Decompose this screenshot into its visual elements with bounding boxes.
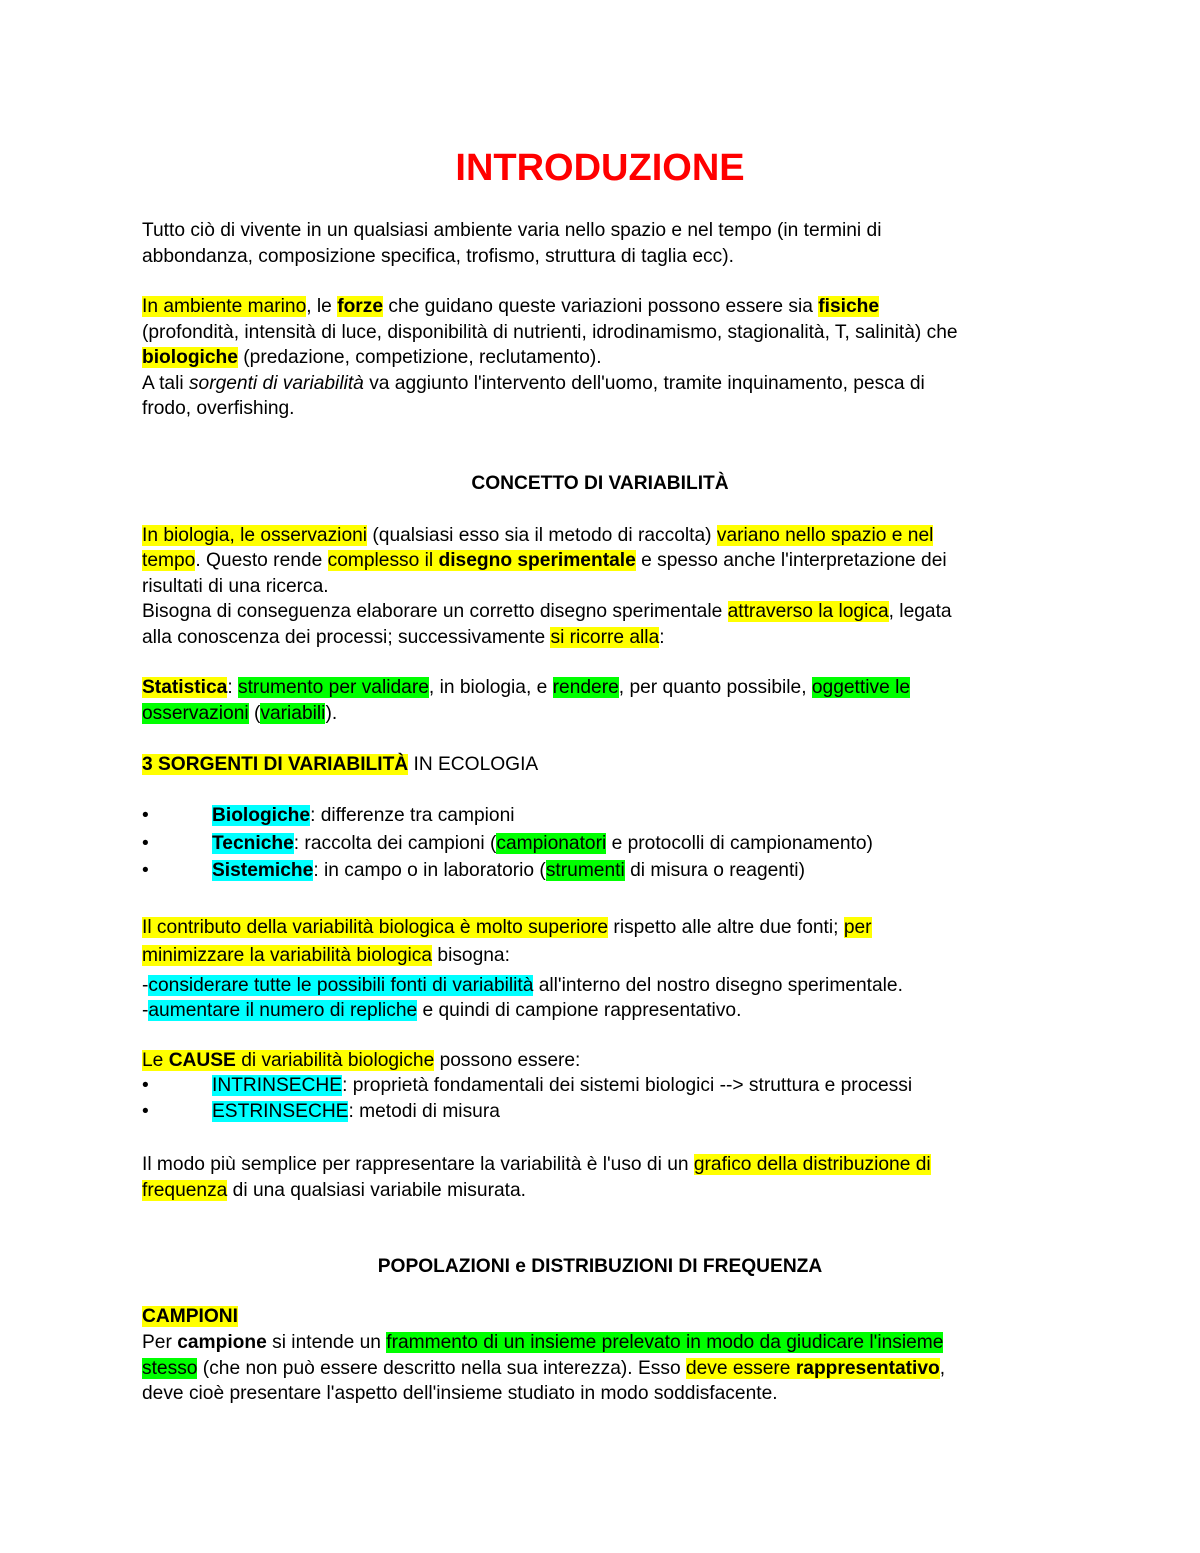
text-run: di una qualsiasi variabile misurata. <box>227 1180 526 1201</box>
text-run: , per quanto possibile, <box>618 677 812 698</box>
highlight-green: strumento per validare <box>238 677 429 698</box>
highlight-yellow: per <box>843 917 872 938</box>
text-run: bisogna: <box>432 945 510 966</box>
intro-line <box>142 345 1072 371</box>
highlight-cyan-bold: Tecniche <box>212 833 294 854</box>
highlight-green: frammento di un insieme prelevato in modo da giudicare l'insieme <box>386 1332 944 1353</box>
text-run: : <box>227 677 238 698</box>
highlight-yellow-bold: CAMPIONI <box>142 1306 238 1327</box>
concetto-line <box>142 625 1072 651</box>
highlight-cyan-bold: Biologiche <box>212 805 311 826</box>
bullet-icon: • <box>142 805 149 826</box>
text-run: risultati di una ricerca. <box>142 576 329 597</box>
highlight-yellow-bold: fisiche <box>818 296 880 317</box>
highlight-yellow: complesso il <box>327 550 439 571</box>
sorgenti-heading <box>142 752 1072 778</box>
intro-line <box>142 294 1072 320</box>
highlight-yellow: variano nello spazio e nel <box>716 525 934 546</box>
text-run: : <box>659 627 665 648</box>
highlight-yellow: In ambiente marino <box>142 296 307 317</box>
highlight-yellow: di variabilità biologiche <box>235 1050 435 1071</box>
highlight-green: oggettive le <box>811 677 911 698</box>
popolazioni-line <box>142 1356 1072 1382</box>
text-run: : raccolta dei campioni ( <box>293 833 497 854</box>
text-run: all'interno del nostro disegno sperimentale. <box>533 975 903 996</box>
section-heading: CONCETTO DI VARIABILITÀ <box>471 473 729 494</box>
contributo-line <box>142 915 1072 941</box>
highlight-green: osservazioni <box>142 703 249 724</box>
grafico-line <box>142 1178 1072 1204</box>
bullet-icon: • <box>142 833 149 854</box>
concetto-line <box>142 548 1072 574</box>
highlight-green: variabili <box>260 703 326 724</box>
contributo-line <box>142 973 1072 999</box>
text-run: e spesso anche l'interpretazione dei <box>635 550 947 571</box>
document-title: INTRODUZIONE <box>455 147 745 189</box>
contributo-line <box>142 943 1072 969</box>
text-run: (qualsiasi esso sia il metodo di raccolta) <box>367 525 717 546</box>
highlight-green: campionatori <box>496 833 607 854</box>
highlight-yellow: deve essere <box>685 1358 796 1379</box>
highlight-cyan: aumentare il numero di repliche <box>148 1000 418 1021</box>
highlight-yellow: attraverso la logica <box>727 601 889 622</box>
text-run: possono essere: <box>434 1050 581 1071</box>
text-run: (profondità, intensità di luce, disponibilità di nutrienti, idrodinamismo, stagionalità, T, salinità) che <box>142 322 958 343</box>
highlight-yellow: si ricorre alla <box>550 627 660 648</box>
highlight-green: strumenti <box>545 860 625 881</box>
concetto-line <box>142 574 1072 600</box>
highlight-cyan: considerare tutte le possibili fonti di variabilità <box>148 975 534 996</box>
concetto-line <box>142 599 1072 625</box>
highlight-yellow: In biologia, le osservazioni <box>142 525 368 546</box>
bold-run: campione <box>177 1332 267 1353</box>
bullet-icon: • <box>142 1075 149 1096</box>
text-run: : differenze tra campioni <box>310 805 515 826</box>
italic-run: sorgenti di variabilità <box>188 373 364 394</box>
text-run: . Questo rende <box>195 550 328 571</box>
highlight-cyan: ESTRINSECHE <box>212 1101 349 1122</box>
highlight-yellow: minimizzare la variabilità biologica <box>142 945 433 966</box>
text-run: frodo, overfishing. <box>142 398 295 419</box>
text-run: - <box>142 975 149 996</box>
contributo-line <box>142 998 1072 1024</box>
text-run: : metodi di misura <box>348 1101 500 1122</box>
grafico-line <box>142 1152 1072 1178</box>
text-run: Tutto ciò di vivente in un qualsiasi ambiente varia nello spazio e nel tempo (in termini di <box>142 220 882 241</box>
highlight-yellow-bold: disegno sperimentale <box>438 550 636 571</box>
text-run: IN ECOLOGIA <box>408 754 539 775</box>
highlight-yellow-bold: 3 SORGENTI DI VARIABILITÀ <box>142 754 409 775</box>
highlight-green: stesso <box>142 1358 198 1379</box>
highlight-yellow: frequenza <box>142 1180 228 1201</box>
text-run: alla conoscenza dei processi; successivamente <box>142 627 551 648</box>
text-run: di misura o reagenti) <box>624 860 805 881</box>
intro-line <box>142 244 1072 270</box>
text-run: Bisogna di conseguenza elaborare un corretto disegno sperimentale <box>142 601 728 622</box>
text-run: , in biologia, e <box>428 677 553 698</box>
text-run: che guidano queste variazioni possono essere sia <box>383 296 819 317</box>
intro-line <box>142 371 1072 397</box>
text-run: rispetto alle altre due fonti; <box>608 917 844 938</box>
highlight-yellow: tempo <box>142 550 196 571</box>
text-run: , <box>939 1358 946 1379</box>
intro-line <box>142 320 1072 346</box>
bullet-icon: • <box>142 860 149 881</box>
highlight-yellow-bold: CAUSE <box>168 1050 236 1071</box>
text-run: ). <box>325 703 338 724</box>
text-run: ( <box>248 703 261 724</box>
highlight-green: rendere <box>552 677 619 698</box>
subsection-heading <box>142 1304 1072 1330</box>
bullet-icon: • <box>142 1101 149 1122</box>
highlight-yellow: Le <box>142 1050 169 1071</box>
section-heading: POPOLAZIONI e DISTRIBUZIONI DI FREQUENZA <box>377 1256 823 1277</box>
text-run: e protocolli di campionamento) <box>606 833 873 854</box>
text-run: (predazione, competizione, reclutamento). <box>237 347 602 368</box>
text-run: si intende un <box>266 1332 387 1353</box>
statistica-line <box>142 701 1072 727</box>
highlight-yellow-bold: forze <box>337 296 384 317</box>
text-run: deve cioè presentare l'aspetto dell'insieme studiato in modo soddisfacente. <box>142 1383 778 1404</box>
text-run: abbondanza, composizione specifica, trofismo, struttura di taglia ecc). <box>142 246 734 267</box>
text-run: : proprietà fondamentali dei sistemi biologici --> struttura e processi <box>342 1075 913 1096</box>
text-run: va aggiunto l'intervento dell'uomo, tramite inquinamento, pesca di <box>363 373 925 394</box>
highlight-yellow: grafico della distribuzione di <box>693 1154 931 1175</box>
popolazioni-line <box>142 1330 1072 1356</box>
concetto-line <box>142 523 1072 549</box>
text-run: : in campo o in laboratorio ( <box>313 860 546 881</box>
text-run: (che non può essere descritto nella sua interezza). Esso <box>197 1358 686 1379</box>
text-run: , le <box>306 296 338 317</box>
text-run: Per <box>142 1332 178 1353</box>
text-run: - <box>142 1000 149 1021</box>
statistica-line <box>142 675 1072 701</box>
highlight-cyan: INTRINSECHE <box>212 1075 343 1096</box>
intro-line <box>142 218 1072 244</box>
highlight-yellow-bold: Statistica <box>142 677 228 698</box>
text-run: , legata <box>888 601 952 622</box>
text-run: Il modo più semplice per rappresentare la variabilità è l'uso di un <box>142 1154 694 1175</box>
highlight-yellow-bold: rappresentativo <box>795 1358 940 1379</box>
text-run: e quindi di campione rappresentativo. <box>417 1000 742 1021</box>
highlight-yellow-bold: biologiche <box>142 347 238 368</box>
highlight-yellow: Il contributo della variabilità biologica è molto superiore <box>142 917 609 938</box>
popolazioni-line <box>142 1381 1072 1407</box>
intro-line <box>142 396 1072 422</box>
text-run: A tali <box>142 373 189 394</box>
cause-line <box>142 1048 1072 1074</box>
highlight-cyan-bold: Sistemiche <box>212 860 314 881</box>
